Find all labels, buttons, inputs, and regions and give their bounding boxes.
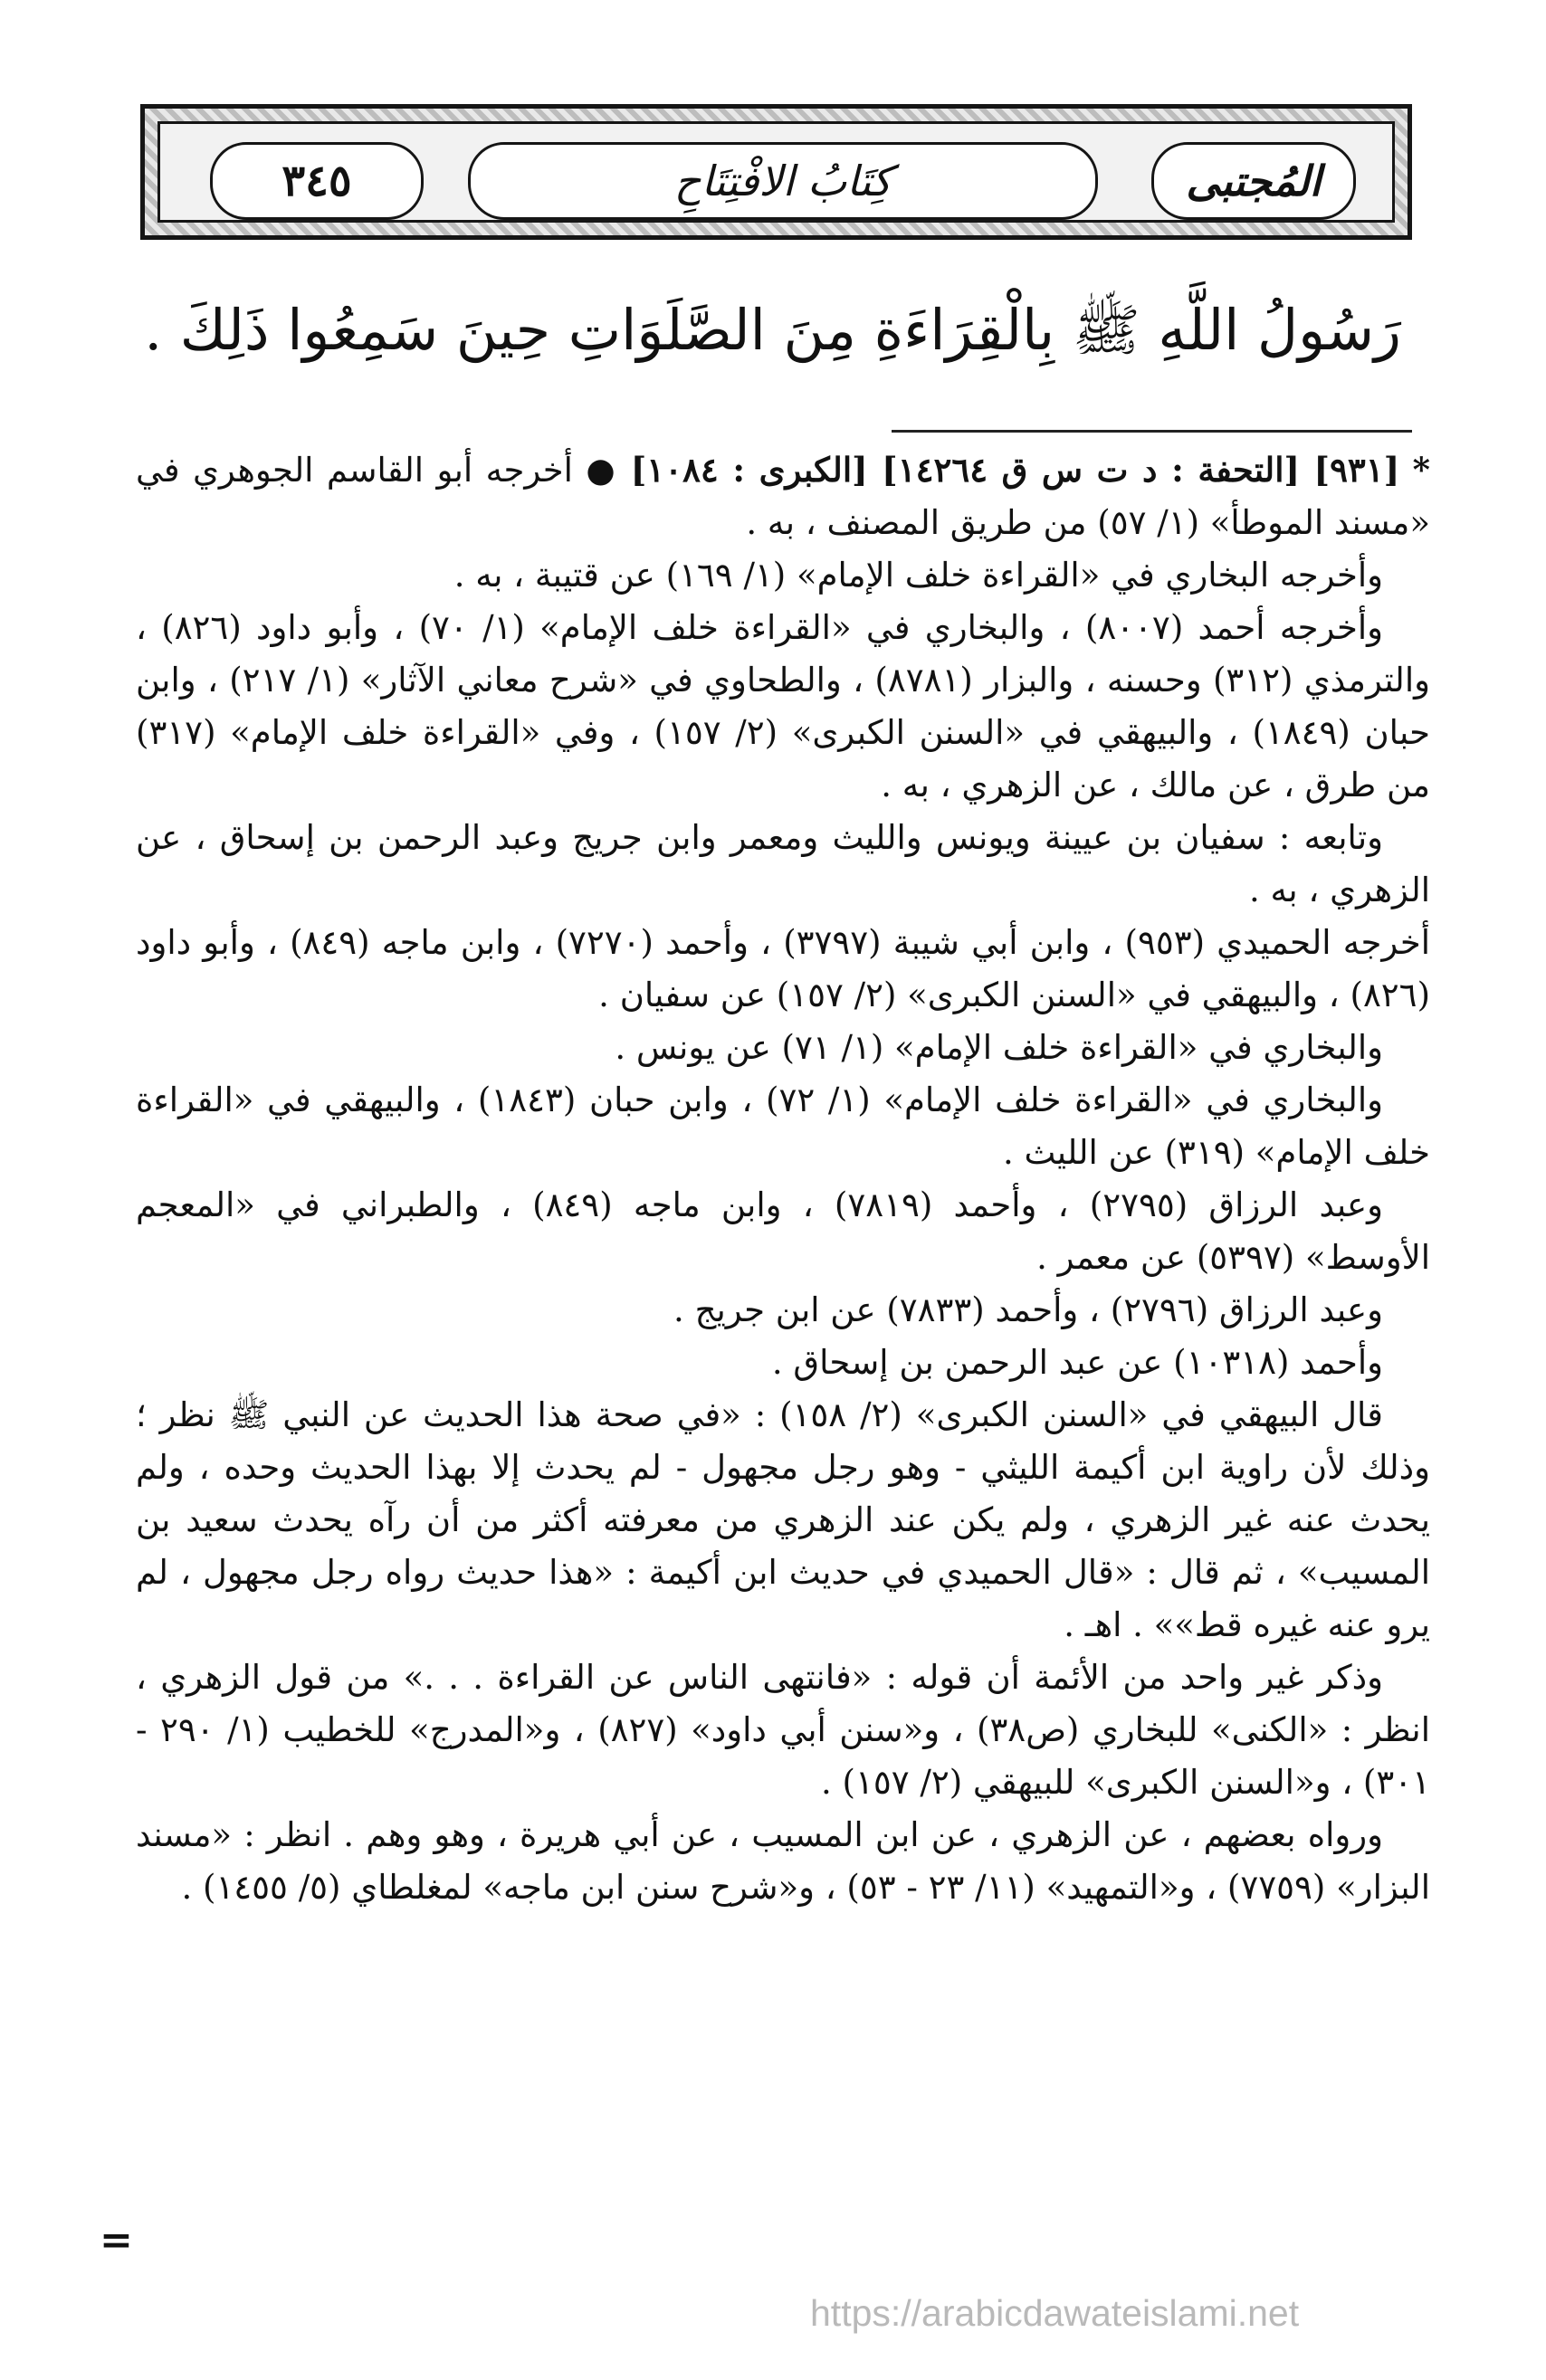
continuation-mark: =	[100, 2217, 133, 2263]
footnote-paragraph: والبخاري في «القراءة خلف الإمام» (١/ ٧١) عن يونس .	[615, 1028, 1383, 1067]
footnote-paragraph: وأخرجه أحمد (٨٠٠٧) ، والبخاري في «القراءة خلف الإمام» (١/ ٧٠) ، وأبو داود (٨٢٦) ، والترمذي (٣١٢) وحسنه ، والبزار (٨٧٨١) ، والطحاوي في «شرح معاني الآثار» (١/ ٢١٧) ، وابن حبان (١٨٤٩) ، والبيهقي في «السنن الكبرى» (٢/ ١٥٧) ، وفي «القراءة خلف الإمام» (٣١٧) من طرق ، عن مالك ، عن الزهري ، به .	[136, 608, 1430, 804]
footnote-paragraph: وذكر غير واحد من الأئمة أن قوله : «فانتهى الناس عن القراءة . . .» من قول الزهري ، انظر : «الكنى» للبخاري (ص٣٨) ، و«سنن أبي داود» (٨٢٧) ، و«المدرج» للخطيب (١/ ٢٩٠ - ٣٠١) ، و«السنن الكبرى» للبيهقي (٢/ ١٥٧) .	[136, 1658, 1430, 1802]
footnote-paragraph: وأخرجه البخاري في «القراءة خلف الإمام» (١/ ١٦٩) عن قتيبة ، به .	[453, 556, 1383, 595]
footnote-paragraph: وعبد الرزاق (٢٧٩٦) ، وأحمد (٧٨٣٣) عن ابن جريج .	[673, 1290, 1383, 1329]
footnote-text: أخرجه أبو القاسم الجوهري في «مسند الموطأ» (١/ ٥٧) من طريق المصنف ، به .	[136, 451, 1430, 542]
footnote-paragraph: وعبد الرزاق (٢٧٩٥) ، وأحمد (٧٨١٩) ، وابن ماجه (٨٤٩) ، والطبراني في «المعجم الأوسط» (٥٣٩٧) عن معمر .	[136, 1185, 1430, 1277]
footnote-paragraph: أخرجه الحميدي (٩٥٣) ، وابن أبي شيبة (٣٧٩٧) ، وأحمد (٧٢٧٠) ، وابن ماجه (٨٤٩) ، وأبو داود (٨٢٦) ، والبيهقي في «السنن الكبرى» (٢/ ١٥٧) عن سفيان .	[136, 923, 1430, 1014]
page-number: ٣٤٥	[210, 142, 424, 220]
page-header	[140, 104, 1412, 240]
footnotes	[136, 443, 1430, 1914]
footnote-paragraph: ورواه بعضهم ، عن الزهري ، عن ابن المسيب ، عن أبي هريرة ، وهو وهم . انظر : «مسند البزار» (٧٧٥٩) ، و«التمهيد» (١١/ ٢٣ - ٥٣) ، و«شرح سنن ابن ماجه» لمغلطاي (٥/ ١٤٥٥) .	[136, 1815, 1430, 1907]
book-logo: المُجتبى	[1151, 142, 1356, 220]
header-frame	[157, 121, 1395, 223]
footnote-paragraph: قال البيهقي في «السنن الكبرى» (٢/ ١٥٨) : «في صحة هذا الحديث عن النبي ﷺ نظر ؛ وذلك لأن راوية ابن أكيمة الليثي - وهو رجل مجهول - لم يحدث إلا بهذا الحديث وحده ، ولم يحدث عنه غير الزهري ، ولم يكن عند الزهري من معرفته أكثر من أن رآه يحدث سعيد بن المسيب» ، ثم قال : «قال الحميدي في حديث ابن أكيمة : «هذا حديث رواه رجل مجهول ، لم يرو عنه غيره قط»» . اهـ .	[136, 1395, 1430, 1644]
chapter-title: كِتَابُ الافْتِتَاحِ	[468, 142, 1098, 220]
watermark-url: https://arabicdawateislami.net	[810, 2292, 1300, 2334]
reference-line: [٩٣١] [التحفة : د ت س ق ١٤٢٦٤] [الكبرى : ١٠٨٤]	[630, 450, 1400, 490]
footnote-paragraph: وتابعه : سفيان بن عيينة ويونس والليث ومعمر وابن جريج وعبد الرحمن بن إسحاق ، عن الزهري ، به .	[136, 818, 1430, 909]
footnote-paragraph: والبخاري في «القراءة خلف الإمام» (١/ ٧٢) ، وابن حبان (١٨٤٣) ، والبيهقي في «القراءة خلف الإمام» (٣١٩) عن الليث .	[136, 1081, 1430, 1172]
footnote-paragraph	[136, 443, 1430, 549]
star-marker: *	[1412, 450, 1431, 490]
footnote-separator	[892, 430, 1412, 433]
footnote-paragraph: وأحمد (١٠٣١٨) عن عبد الرحمن بن إسحاق .	[771, 1343, 1383, 1382]
hadith-text: رَسُولُ اللَّهِ ﷺ بِالْقِرَاءَةِ مِنَ الصَّلَوَاتِ حِينَ سَمِعُوا ذَلِكَ .	[144, 297, 1401, 363]
bullet-icon: ●	[586, 451, 618, 490]
